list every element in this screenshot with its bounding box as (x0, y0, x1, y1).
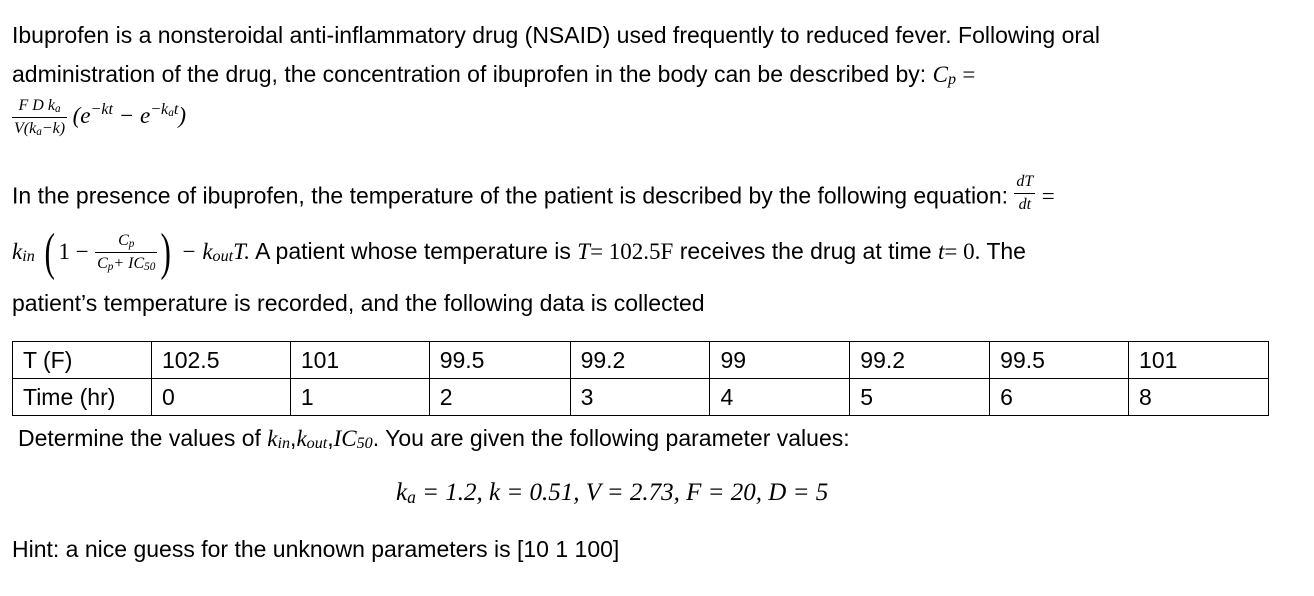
table-cell: 102.5 (151, 342, 290, 379)
cp-ratio-fraction: $\frac{C_p}{C_p+ IC_{50}}$ (97, 232, 156, 274)
equals-sign: = (962, 62, 976, 87)
parameter-values: $k_a = 1.2$, k = 0.51, V = 2.73, F = 20, D = 5 (396, 479, 829, 507)
T-value: = 102.5F (590, 239, 674, 264)
temperature-line-2 (12, 223, 1026, 281)
kout-symbol: $k_{out}$ (296, 426, 328, 453)
patient-text: A patient whose temperature is (255, 238, 571, 264)
table-row-time (13, 379, 1269, 416)
left-paren: ( (44, 223, 56, 281)
temperature-line-1 (12, 173, 1055, 217)
table-cell: 101 (1129, 342, 1269, 379)
intro-line-2-text: administration of the drug, the concentration of ibuprofen in the body can be described by: (12, 61, 927, 87)
table-cell: T (F) (13, 342, 152, 379)
right-paren: ) (160, 223, 172, 281)
time-text: receives the drug at time (679, 238, 932, 264)
T-variable: T (577, 239, 591, 264)
intro-line-1: Ibuprofen is a nonsteroidal anti-inflammatory drug (NSAID) used frequently to reduced fever. Following oral (12, 22, 1100, 48)
temperature-line-1-text: In the presence of ibuprofen, the temperature of the patient is described by the following equation: (12, 182, 1009, 209)
determine-text: Determine the values of (18, 425, 261, 451)
one-minus: 1 − (58, 239, 89, 264)
table-cell: 99.5 (990, 342, 1129, 379)
dTdt-fraction: $\frac{dT}{dt}$ (1016, 173, 1034, 213)
table-cell: 5 (850, 379, 990, 416)
table-cell: 3 (570, 379, 710, 416)
kin-symbol: $k_{in}$ (267, 426, 291, 453)
table-cell: 99.5 (429, 342, 570, 379)
t-variable: t (937, 239, 945, 264)
table-cell: 101 (290, 342, 429, 379)
intro-line-2 (12, 60, 975, 92)
table-cell: 0 (151, 379, 290, 416)
temperature-line-3: patient’s temperature is recorded, and the following data is collected (12, 290, 705, 316)
table-cell: 99.2 (850, 342, 990, 379)
ic50-symbol: $IC_{50}$ (333, 426, 373, 453)
table-cell: 99 (710, 342, 850, 379)
the-text: The (986, 238, 1026, 264)
determine-line: Determine the values of $k_{in},k_{out},IC_{50}$. You are given the following parameter values: (18, 425, 850, 453)
given-text: . You are given the following parameter values: (372, 425, 850, 451)
table-cell: Time (hr) (13, 379, 152, 416)
kin-term: $k_{in}$ (12, 239, 35, 266)
table-cell: 6 (990, 379, 1129, 416)
equals-sign-2: = (1041, 183, 1055, 209)
table-cell: 8 (1129, 379, 1269, 416)
table-cell: 1 (290, 379, 429, 416)
table-cell: 2 (429, 379, 570, 416)
table-cell: 4 (710, 379, 850, 416)
cp-equation (12, 98, 186, 137)
cp-fraction: $\frac{F D k_a}{V(k_a-k)}$ (14, 97, 66, 138)
temperature-data-table (12, 341, 1269, 416)
t-value: = 0. (944, 239, 981, 264)
table-row-temperature (13, 342, 1269, 379)
kout-term: − $k_{out}T$. (181, 239, 250, 266)
cp-symbol: $C_p$ (932, 62, 956, 89)
exponential-term: $(e^{-kt} - e^{-k_at})$ (72, 100, 186, 128)
hint-line: Hint: a nice guess for the unknown parameters is [10 1 100] (12, 536, 620, 562)
table-cell: 99.2 (570, 342, 710, 379)
